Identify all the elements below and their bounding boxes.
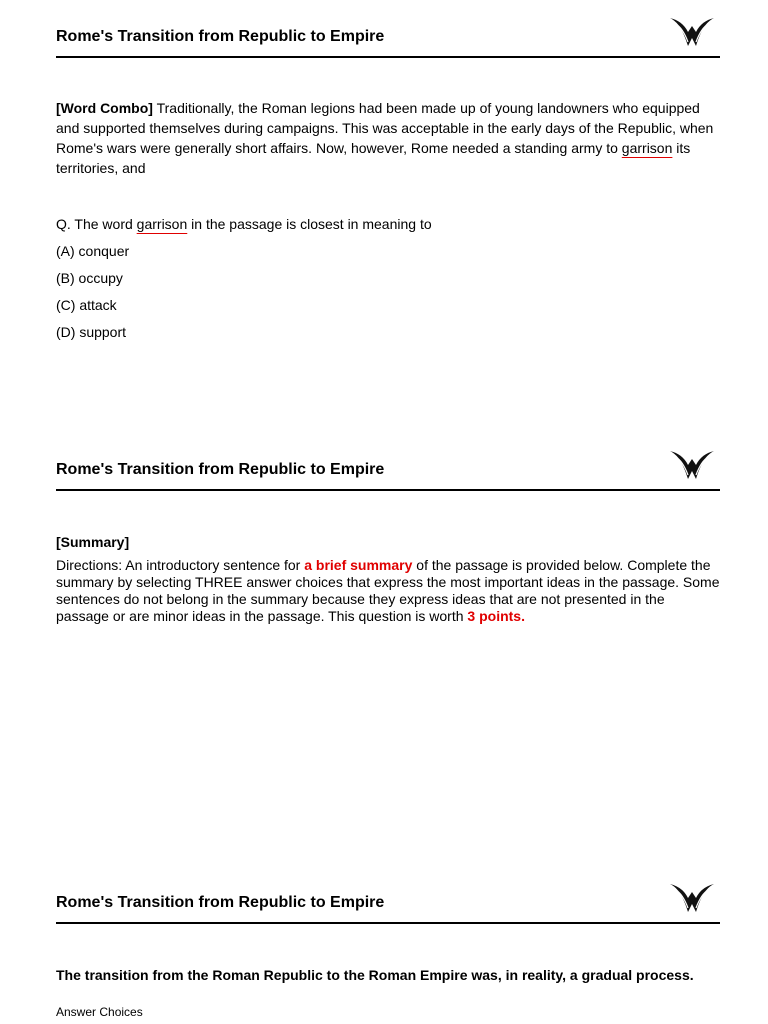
section-header bbox=[56, 441, 720, 491]
emphasis-brief-summary: a brief summary bbox=[304, 557, 413, 573]
answer-option-a[interactable]: (A) conquer bbox=[56, 243, 130, 259]
question-type-tag: [Word Combo] bbox=[56, 100, 153, 116]
answer-option-d[interactable]: (D) support bbox=[56, 324, 127, 340]
section-title: Rome's Transition from Republic to Empire bbox=[56, 894, 385, 911]
question-highlighted-word: garrison bbox=[136, 216, 188, 232]
emphasis-points: 3 points. bbox=[467, 608, 525, 624]
question bbox=[56, 214, 720, 234]
wing-logo-icon bbox=[668, 880, 716, 914]
highlighted-word: garrison bbox=[621, 140, 673, 156]
section-title: Rome's Transition from Republic to Empire bbox=[56, 461, 385, 478]
word-combo-section bbox=[56, 8, 720, 342]
directions-text: Directions: An introductory sentence for bbox=[56, 557, 305, 573]
passage bbox=[56, 98, 720, 178]
question-text: Q. The word bbox=[56, 216, 137, 232]
answer-choices-label: Answer Choices bbox=[56, 1005, 143, 1019]
answer-option-c[interactable]: (C) attack bbox=[56, 297, 117, 313]
summary-intro-sentence: The transition from the Roman Republic to the Roman Empire was, in reality, a gradual process. bbox=[56, 967, 694, 983]
directions bbox=[56, 557, 720, 625]
section-header bbox=[56, 8, 720, 58]
section-title: Rome's Transition from Republic to Empire bbox=[56, 28, 385, 45]
directions-text-cont: of the passage is provided below. Complete the summary by selecting THREE answer choices that express the most important ideas in the passage. Some sentences do not belong in the summary because they express ideas that are not presented in the passage or are minor ideas in the passage. This question is worth bbox=[56, 557, 720, 624]
passage-text-end: its territories, and bbox=[56, 140, 691, 176]
passage-text: Traditionally, the Roman legions had been made up of young landowners who equipped and supported themselves during campaigns. This was acceptable in the early days of the Republic, when Rome's wars were generally short affairs. Now, however, Rome needed a standing army to bbox=[56, 100, 714, 156]
question-text-end: in the passage is closest in meaning to bbox=[187, 216, 432, 232]
wing-logo-icon bbox=[668, 447, 716, 481]
section-header bbox=[56, 874, 720, 924]
question-type-tag: [Summary] bbox=[56, 534, 130, 550]
wing-logo-icon bbox=[668, 14, 716, 48]
summary-choices-section bbox=[56, 874, 720, 1020]
summary-section bbox=[56, 441, 720, 625]
answer-option-b[interactable]: (B) occupy bbox=[56, 270, 123, 286]
